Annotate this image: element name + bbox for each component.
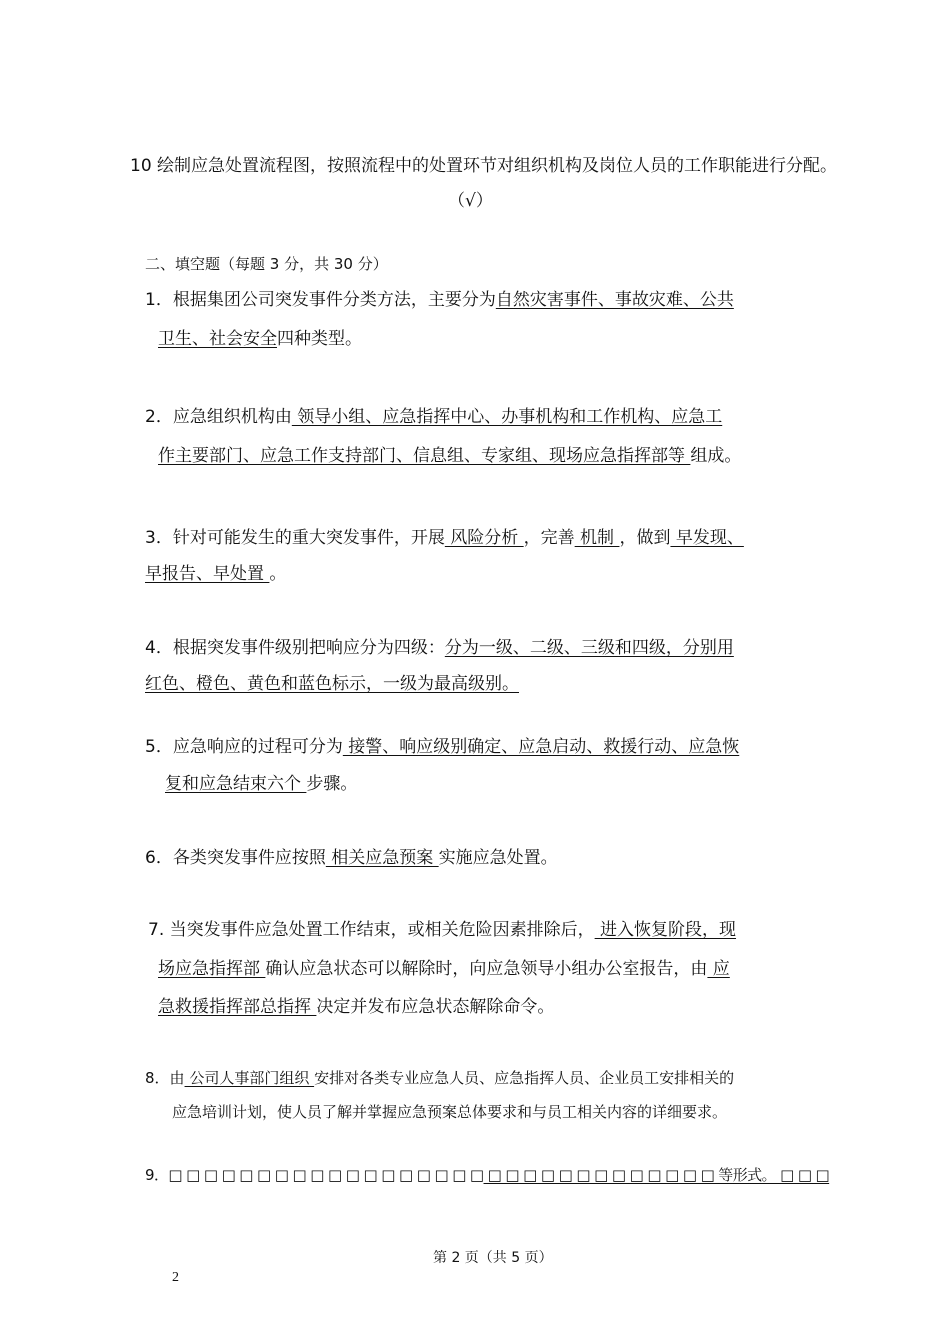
page-info: 第 2 页（共 5 页） bbox=[433, 1250, 553, 1266]
item-1-line-1 bbox=[145, 289, 734, 311]
item-7-answer-2-cont: 急救援指挥部总指挥 bbox=[158, 997, 317, 1017]
q10-text: 10 绘制应急处置流程图，按照流程中的处置环节对组织机构及岗位人员的工作职能进行分配。 bbox=[130, 156, 838, 176]
section-title: 二、填空题（每题 3 分，共 30 分） bbox=[145, 255, 388, 273]
item-3-answer-1: 风险分析 bbox=[444, 528, 524, 548]
item-8-line-2 bbox=[172, 1101, 727, 1123]
item-2-line-1 bbox=[145, 406, 722, 428]
item-2-answer-cont: 作主要部门、应急工作支持部门、信息组、专家组、现场应急指挥部等 bbox=[158, 446, 691, 466]
item-5-text-end: 步骤。 bbox=[306, 774, 358, 794]
item-7-line-3 bbox=[158, 996, 554, 1018]
item-4-text: 4．根据突发事件级别把响应分为四级： bbox=[145, 638, 445, 658]
item-3-text-2: ，完善 bbox=[523, 528, 575, 548]
item-3-text: 3．针对可能发生的重大突发事件，开展 bbox=[145, 528, 445, 548]
item-1-answer: 自然灾害事件、事故灾难、公共 bbox=[495, 290, 734, 310]
item-9-line-1 bbox=[145, 1164, 829, 1186]
item-6-text: 6．各类突发事件应按照 bbox=[145, 848, 326, 868]
q10-answer: （√） bbox=[448, 191, 493, 211]
item-7-answer-1: 进入恢复阶段，现 bbox=[594, 920, 737, 940]
item-2-answer: 领导小组、应急指挥中心、办事机构和工作机构、应急工 bbox=[291, 407, 723, 427]
item-8-text: 8．由 bbox=[145, 1069, 185, 1087]
item-5-answer: 接警、响应级别确定、应急启动、救援行动、应急恢 bbox=[342, 737, 740, 757]
item-3-text-end: 。 bbox=[269, 564, 287, 584]
item-7-text-end: 决定并发布应急状态解除命令。 bbox=[316, 997, 555, 1017]
item-2-text-end: 组成。 bbox=[690, 446, 742, 466]
item-7-answer-2: 应 bbox=[707, 959, 730, 979]
item-9-answer: □ □ □ □ □ □ □ □ □ □ □ □ □ 等形式。 □ □ □ bbox=[483, 1166, 830, 1184]
item-1-text-end: 四种类型。 bbox=[277, 329, 362, 349]
page-number: 2 bbox=[172, 1270, 179, 1285]
item-7-text-2: 确认应急状态可以解除时，向应急领导小组办公室报告，由 bbox=[265, 959, 708, 979]
item-3-line-2 bbox=[145, 563, 286, 585]
item-7-line-2 bbox=[158, 958, 730, 980]
item-3-answer-3-cont: 早报告、早处置 bbox=[145, 564, 270, 584]
item-8-answer: 公司人事部门组织 bbox=[184, 1069, 315, 1087]
item-3-answer-2: 机制 bbox=[574, 528, 620, 548]
item-3-answer-3: 早发现、 bbox=[670, 528, 744, 548]
item-5-answer-cont: 复和应急结束六个 bbox=[165, 774, 307, 794]
item-2-text: 2．应急组织机构由 bbox=[145, 407, 292, 427]
item-8-text-2: 安排对各类专业应急人员、应急指挥人员、企业员工安排相关的 bbox=[314, 1069, 735, 1087]
item-8-text-3: 应急培训计划，使人员了解并掌握应急预案总体要求和与员工相关内容的详细要求。 bbox=[172, 1103, 728, 1121]
item-4-line-2 bbox=[145, 673, 519, 695]
item-1-answer-cont: 卫生、社会安全 bbox=[158, 329, 277, 349]
item-3-text-3: ，做到 bbox=[619, 528, 671, 548]
item-9-text: 9．□ □ □ □ □ □ □ □ □ □ □ □ □ □ □ □ □ □ bbox=[145, 1166, 484, 1184]
item-6-answer: 相关应急预案 bbox=[325, 848, 439, 868]
item-3-line-1 bbox=[145, 527, 744, 549]
item-5-line-1 bbox=[145, 736, 739, 758]
item-4-line-1 bbox=[145, 637, 734, 659]
item-7-answer-1-cont: 场应急指挥部 bbox=[158, 959, 266, 979]
item-8-line-1 bbox=[145, 1067, 734, 1089]
item-7-line-1 bbox=[148, 919, 736, 941]
item-1-text: 1．根据集团公司突发事件分类方法，主要分为 bbox=[145, 290, 496, 310]
item-1-line-2 bbox=[158, 328, 362, 350]
item-6-text-end: 实施应急处置。 bbox=[438, 848, 558, 868]
item-7-text: 7. 当突发事件应急处置工作结束，或相关危险因素排除后， bbox=[148, 920, 595, 940]
item-5-text: 5．应急响应的过程可分为 bbox=[145, 737, 343, 757]
item-4-answer: 分为一级、二级、三级和四级，分别用 bbox=[444, 638, 734, 658]
item-6-line-1 bbox=[145, 847, 558, 869]
item-5-line-2 bbox=[165, 773, 357, 795]
item-2-line-2 bbox=[158, 445, 741, 467]
item-4-answer-cont: 红色、橙色、黄色和蓝色标示，一级为最高级别。 bbox=[145, 674, 519, 694]
